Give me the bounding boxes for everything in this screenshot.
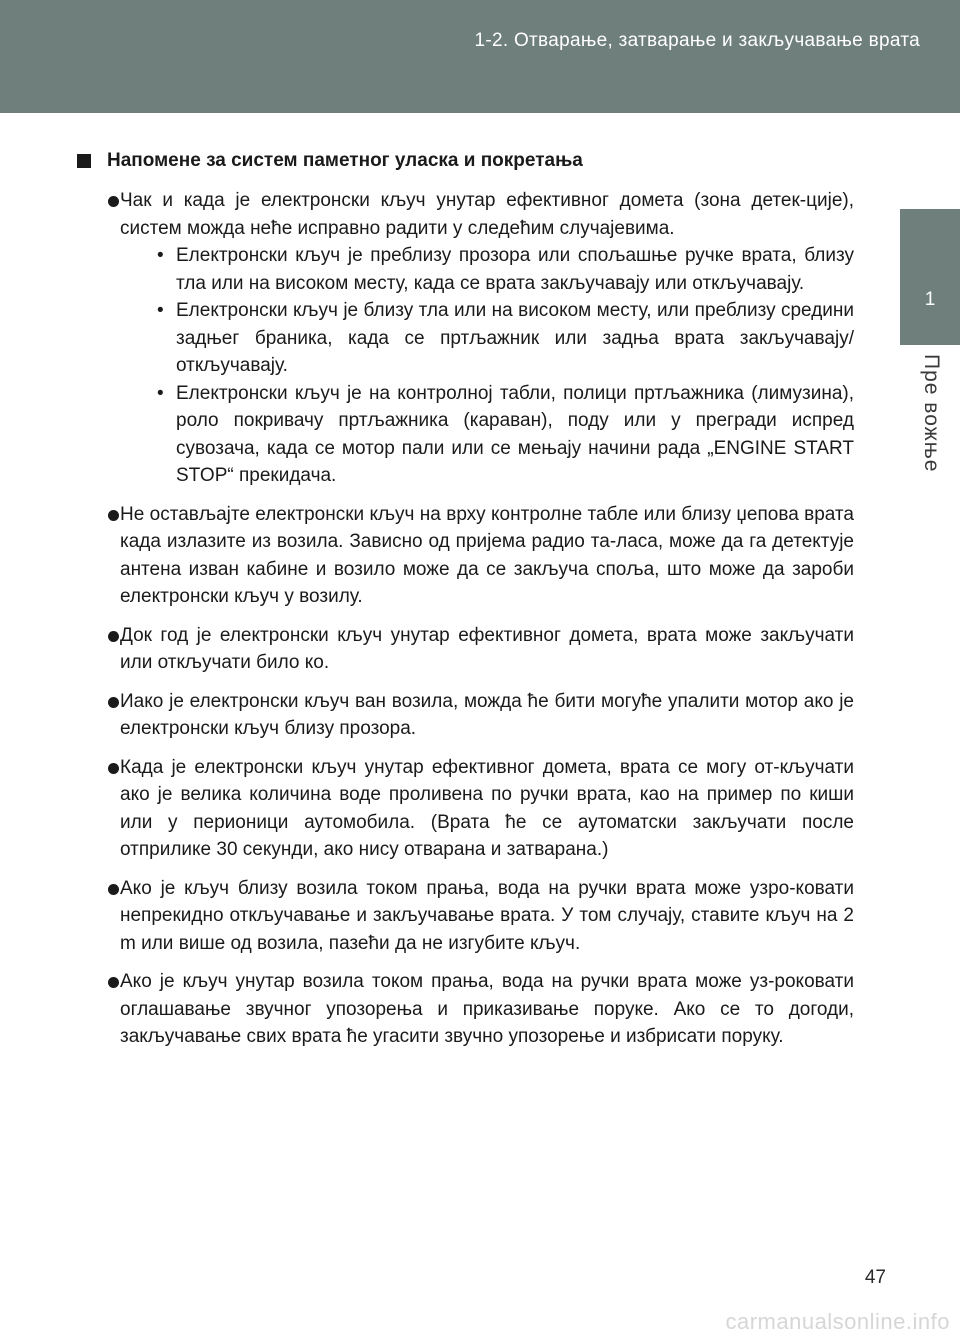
bullet-dot-icon [108,977,119,988]
bullet-item [107,754,854,864]
bullet-item [107,187,854,490]
bullet-text: Не остављајте електронски кључ на врху контролне табле или близу џепова врата када излазите из возила. Зависно од пријема радио та-ласа, може да га детектује антена изван кабине и возило може да се закључа споља, што може да зароби електронски кључ у возилу. [120,503,854,607]
section-title: Напомене за систем паметног уласка и покретања [107,150,583,171]
chapter-number: 1 [924,289,936,310]
sub-item [120,242,854,297]
sub-bullet-icon: • [157,245,164,266]
chapter-title: 1-2. Отварање, затварање и закључавање врата [474,30,920,51]
bullet-dot-icon [108,510,119,521]
watermark: carmanualsonline.info [725,1309,950,1334]
chapter-tab [900,209,960,345]
header-band [0,0,960,113]
bullet-item [107,968,854,1051]
bullet-dot-icon [108,763,119,774]
section-heading [77,146,824,176]
sub-item [120,297,854,380]
bullet-item [107,622,854,677]
square-bullet-icon [77,154,91,168]
bullet-item [107,501,854,611]
bullet-text: Када је електронски кључ унутар ефективног домета, врата се могу от-кључати ако је велика количина воде проливена по ручки врата, као на пример по киши или у перионици аутомобила. (Врата ће се аутоматски закључати после отприлике 30 секунди, ако нису отварана и затварана.) [120,756,854,860]
bullet-text: Ако је кључ унутар возила током прања, вода на ручки врата може уз-роковати оглашавање звучног упозорења и приказивање поруке. Ако се то догоди, закључавање свих врата ће угасити звучно упозорење и избрисати поруку. [120,971,854,1047]
bullet-item [107,875,854,958]
chapter-side-label: Пре вожње [920,354,943,473]
sub-item-text: Електронски кључ је преблизу прозора или спољашње ручке врата, близу тла или на високом месту, када се врата закључавају или откључавају. [176,245,854,294]
sub-list [120,242,854,490]
bullet-text: Док год је електронски кључ унутар ефективног домета, врата може закључати или откључати било ко. [120,624,854,673]
bullet-dot-icon [108,697,119,708]
sub-bullet-icon: • [157,382,164,404]
content [107,146,854,1062]
page-number: 47 [864,1267,886,1288]
bullet-dot-icon [108,884,119,895]
sub-item-text: Електронски кључ је на контролној табли, полици пртљажника (лимузина), роло покривачу пртљажника (караван), поду или у прегради испред сувозача, када се мотор пали или се мењају начини рада „ENGINE START STOP“ прекидача. [176,382,854,486]
sub-bullet-icon: • [157,300,164,321]
bullet-text: Чак и када је електронски кључ унутар ефективног домета (зона детек-ције), систем можда неће исправно радити у следећим случајевима. [120,190,854,239]
bullet-item [107,688,854,743]
sub-item-text: Електронски кључ је близу тла или на високом месту, или преблизу средини задњег браника, када се пртљажник или задња врата закључавају/откључавају. [176,300,854,376]
bullet-dot-icon [108,631,119,642]
sub-item [120,380,854,490]
bullet-text: Ако је кључ близу возила током прања, вода на ручки врата може узро-ковати непрекидно откључавање и закључавање врата. У том случају, ставите кључ на 2 m или више од возила, пазећи да не изгубите кључ. [120,877,854,954]
bullet-dot-icon [108,196,119,207]
bullet-text: Иако је електронски кључ ван возила, можда ће бити могуће упалити мотор ако је електронски кључ близу прозора. [120,690,854,739]
